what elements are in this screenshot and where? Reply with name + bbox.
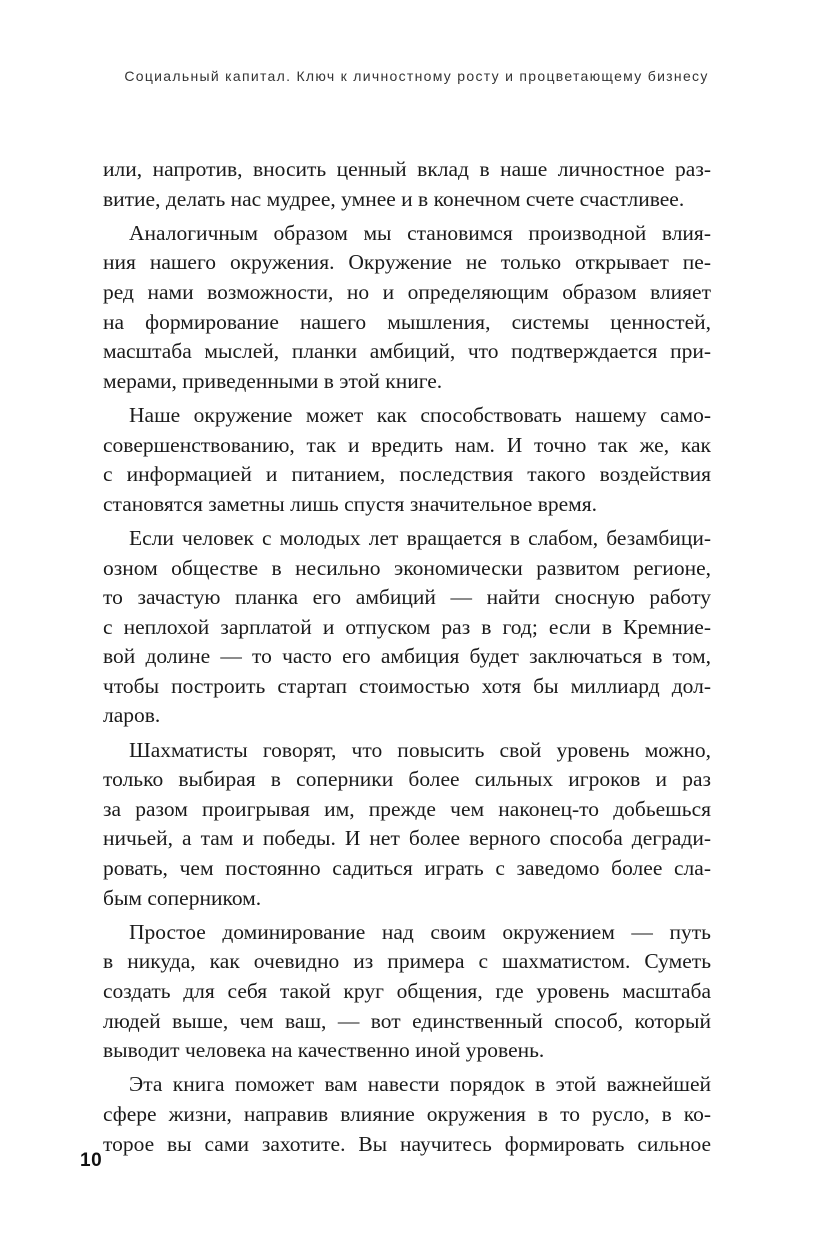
text-line: вой долине — то часто его амбиция будет заключаться в том, [103,644,711,669]
paragraph [103,155,711,214]
paragraph [103,401,711,519]
text-line: создать для себя такой круг общения, где уровень масштаба [103,979,711,1003]
text-line: людей выше, чем ваш, — вот единственный способ, который [103,1008,711,1033]
text-line: мерами, приведенными в этой книге. [103,368,443,393]
text-line: ния нашего окружения. Окружение не только открывает пе- [103,250,711,275]
body-text [103,155,711,1159]
text-line: озном обществе в несильно экономически развитом регионе, [103,555,711,580]
paragraph [103,918,711,1066]
text-line: ларов. [103,703,161,728]
text-line: совершенствованию, так и вредить нам. И точно так же, как [103,432,711,457]
paragraph [103,524,711,731]
text-line: то зачастую планка его амбиций — найти сносную работу [103,585,711,610]
text-line: Эта книга поможет вам навести порядок в этой важнейшей [129,1072,711,1097]
text-line: или, напротив, вносить ценный вклад в наше личностное раз- [103,157,711,181]
text-line: на формирование нашего мышления, системы ценностей, [103,309,711,334]
running-header: Социальный капитал. Ключ к личностному росту и процветающему бизнесу [124,68,709,84]
text-line: в никуда, как очевидно из примера с шахматистом. Суметь [103,949,711,974]
text-line: витие, делать нас мудрее, умнее и в конечном счете счастливее. [103,186,685,211]
text-line: Простое доминирование над своим окружением — путь [129,919,711,944]
text-line: только выбирая в соперники более сильных игроков и раз [103,767,711,792]
page-number: 10 [80,1150,103,1171]
text-line: становятся заметны лишь спустя значительное время. [103,491,598,516]
text-line: за разом проигрывая им, прежде чем наконец-то добьешься [103,796,711,821]
text-line: торое вы сами захотите. Вы научитесь формировать сильное [103,1131,711,1156]
text-line: бым соперником. [103,885,262,910]
text-line: Аналогичным образом мы становимся производной влия- [129,220,711,245]
text-line: Шахматисты говорят, что повысить свой уровень можно, [129,737,711,762]
text-line: чтобы построить стартап стоимостью хотя бы миллиард дол- [103,673,711,698]
text-line: масштаба мыслей, планки амбиций, что подтверждается при- [103,339,711,364]
text-line: выводит человека на качественно иной уровень. [103,1038,545,1063]
text-line: Наше окружение может как способствовать нашему само- [129,402,711,427]
text-line: ровать, чем постоянно садиться играть с заведомо более сла- [103,856,711,881]
text-line: ничьей, а там и победы. И нет более верного способа дегради- [103,826,711,851]
text-line: с информацией и питанием, последствия такого воздействия [103,462,711,487]
paragraph [103,736,711,914]
text-line: с неплохой зарплатой и отпуском раз в год; если в Кремние- [103,614,711,639]
text-line: ред нами возможности, но и определяющим образом влияет [103,279,711,304]
paragraph [103,219,711,397]
text-line: сфере жизни, направив влияние окружения в то русло, в ко- [103,1101,711,1126]
paragraph [103,1070,711,1159]
text-line: Если человек с молодых лет вращается в слабом, безамбици- [129,525,711,550]
